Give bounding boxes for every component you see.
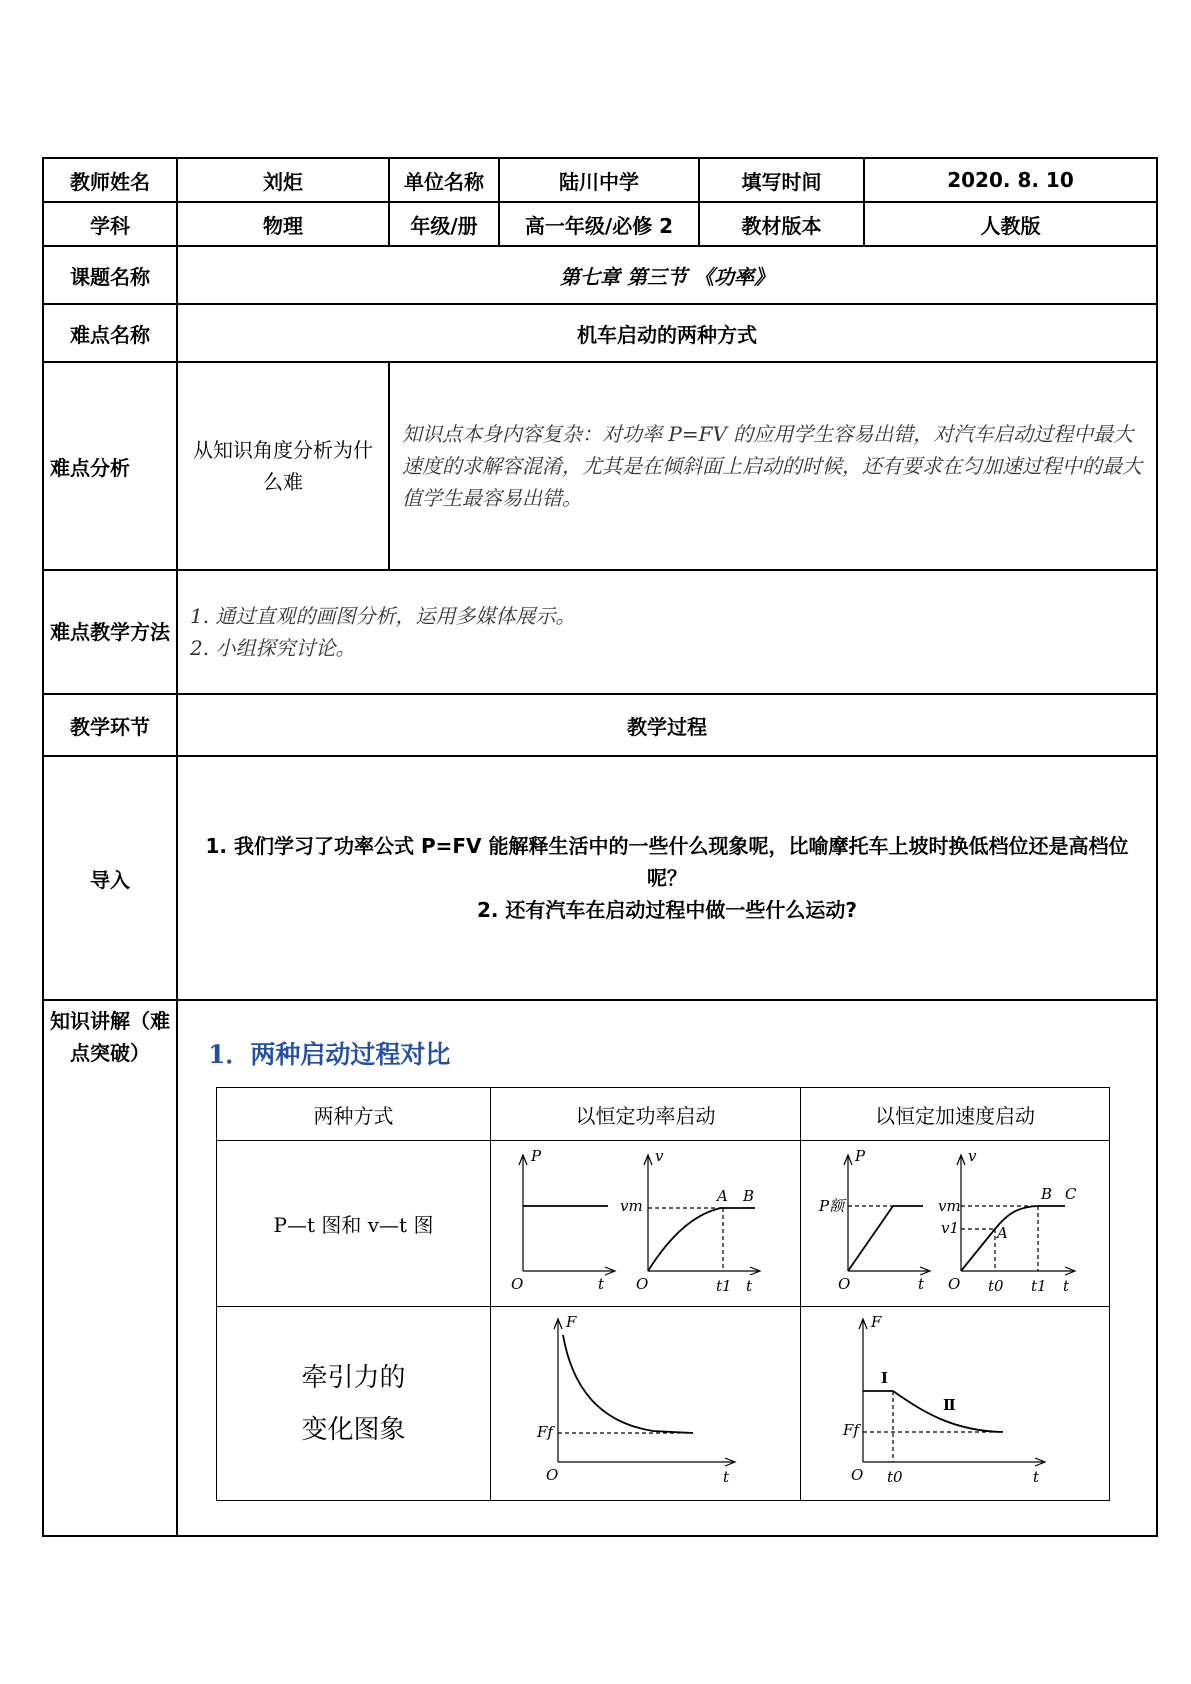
teacher-name: 刘炬 (177, 158, 389, 202)
axis-label-vm: vm (619, 1197, 643, 1215)
method-label: 难点教学方法 (43, 570, 177, 694)
edition-label: 教材版本 (699, 202, 864, 246)
axis-label-O: O (850, 1466, 863, 1484)
axis-label-O: O (635, 1275, 648, 1293)
analysis-text: 知识点本身内容复杂：对功率 P=FV 的应用学生容易出错，对汽车启动过程中最大速度的求解容混淆，尤其是在倾斜面上启动的时候，还有要求在匀加速过程中的最大值学生最容易出错。 (389, 362, 1157, 570)
axis-label-O: O (510, 1275, 523, 1293)
force-graph-label-line1: 牵引力的 (301, 1362, 406, 1393)
constant-acceleration-force-svg (803, 1307, 1108, 1495)
grade-value: 高一年级/必修 2 (499, 202, 699, 246)
axis-label-O: O (837, 1275, 850, 1293)
axis-label-O: O (947, 1275, 960, 1293)
axis-label-t0: t0 (987, 1277, 1004, 1295)
teacher-label: 教师姓名 (43, 158, 177, 202)
cmp-header-constant-acceleration: 以恒定加速度启动 (801, 1088, 1110, 1141)
lesson-plan-table (42, 157, 1158, 1537)
axis-label-P: P (530, 1147, 541, 1165)
constant-power-force-svg (493, 1307, 799, 1495)
process-value: 教学过程 (177, 694, 1157, 756)
constant-power-force-graph (491, 1307, 801, 1501)
intro-question-2: 2. 还有汽车在启动过程中做一些什么运动? (476, 898, 858, 922)
axis-label-vm: vm (937, 1197, 961, 1215)
analysis-label: 难点分析 (43, 362, 177, 570)
axis-label-v1: v1 (940, 1219, 959, 1237)
knowledge-content (177, 1000, 1157, 1536)
difficulty-value: 机车启动的两种方式 (177, 304, 1157, 362)
axis-label-v: v (967, 1147, 976, 1165)
axis-label-Pe: P额 (818, 1197, 844, 1215)
unit-label: 单位名称 (389, 158, 499, 202)
intro-question-1: 1. 我们学习了功率公式 P=FV 能解释生活中的一些什么现象呢，比喻摩托车上坡时换低档位还是高档位呢？ (205, 834, 1129, 890)
method-list (177, 570, 1157, 694)
lesson-plan-document (42, 157, 1156, 1537)
grade-label: 年级/册 (389, 202, 499, 246)
axis-label-P: P (854, 1147, 865, 1165)
topic-value: 第七章 第三节 《功率》 (177, 246, 1157, 304)
method-item: 1. 通过直观的画图分析，运用多媒体展示。 (190, 604, 576, 628)
axis-label-t: t (917, 1275, 924, 1293)
point-label-B: B (1040, 1185, 1052, 1203)
method-item: 2. 小组探究讨论。 (190, 636, 356, 660)
topic-label: 课题名称 (43, 246, 177, 304)
axis-label-v: v (654, 1147, 663, 1165)
date-value: 2020. 8. 10 (864, 158, 1157, 202)
axis-label-t: t (1062, 1277, 1069, 1295)
knowledge-label: 知识讲解（难点突破） (43, 1000, 177, 1536)
axis-label-t: t (745, 1277, 752, 1295)
subject-value: 物理 (177, 202, 389, 246)
constant-acceleration-force-graph (801, 1307, 1110, 1501)
axis-label-F: F (565, 1313, 576, 1331)
force-graph-label-line2: 变化图象 (301, 1414, 406, 1445)
process-label: 教学环节 (43, 694, 177, 756)
constant-acceleration-pv-graphs (801, 1141, 1110, 1307)
force-graph-label (217, 1307, 491, 1501)
axis-label-t: t (1032, 1468, 1039, 1486)
cmp-header-mode: 两种方式 (217, 1088, 491, 1141)
constant-power-pv-graphs (491, 1141, 801, 1307)
section-title: 1．两种启动过程对比 (208, 1040, 451, 1069)
point-label-A: A (716, 1187, 728, 1205)
constant-power-pv-svg (493, 1141, 799, 1301)
axis-label-Ff: Ff (536, 1423, 553, 1441)
edition-value: 人教版 (864, 202, 1157, 246)
axis-label-Ff: Ff (842, 1421, 859, 1439)
comparison-table (216, 1087, 1110, 1501)
axis-label-t: t (597, 1275, 604, 1293)
point-label-A: A (996, 1224, 1008, 1242)
intro-label: 导入 (43, 756, 177, 1000)
subject-label: 学科 (43, 202, 177, 246)
axis-label-t: t (722, 1468, 729, 1486)
pt-vt-graph-label: P—t 图和 v—t 图 (217, 1141, 491, 1307)
analysis-sublabel: 从知识角度分析为什么难 (177, 362, 389, 570)
point-label-C: C (1064, 1185, 1076, 1203)
difficulty-label: 难点名称 (43, 304, 177, 362)
date-label: 填写时间 (699, 158, 864, 202)
axis-label-t1: t1 (1030, 1277, 1047, 1295)
unit-name: 陆川中学 (499, 158, 699, 202)
axis-label-t0: t0 (886, 1468, 903, 1486)
intro-questions (177, 756, 1157, 1000)
stage-label-I: I (880, 1369, 888, 1387)
point-label-B: B (742, 1187, 754, 1205)
constant-acceleration-pv-svg (803, 1141, 1108, 1301)
axis-label-F: F (870, 1313, 881, 1331)
stage-label-II: Ⅱ (942, 1396, 956, 1414)
axis-label-O: O (545, 1466, 558, 1484)
axis-label-t1: t1 (715, 1277, 732, 1295)
cmp-header-constant-power: 以恒定功率启动 (491, 1088, 801, 1141)
